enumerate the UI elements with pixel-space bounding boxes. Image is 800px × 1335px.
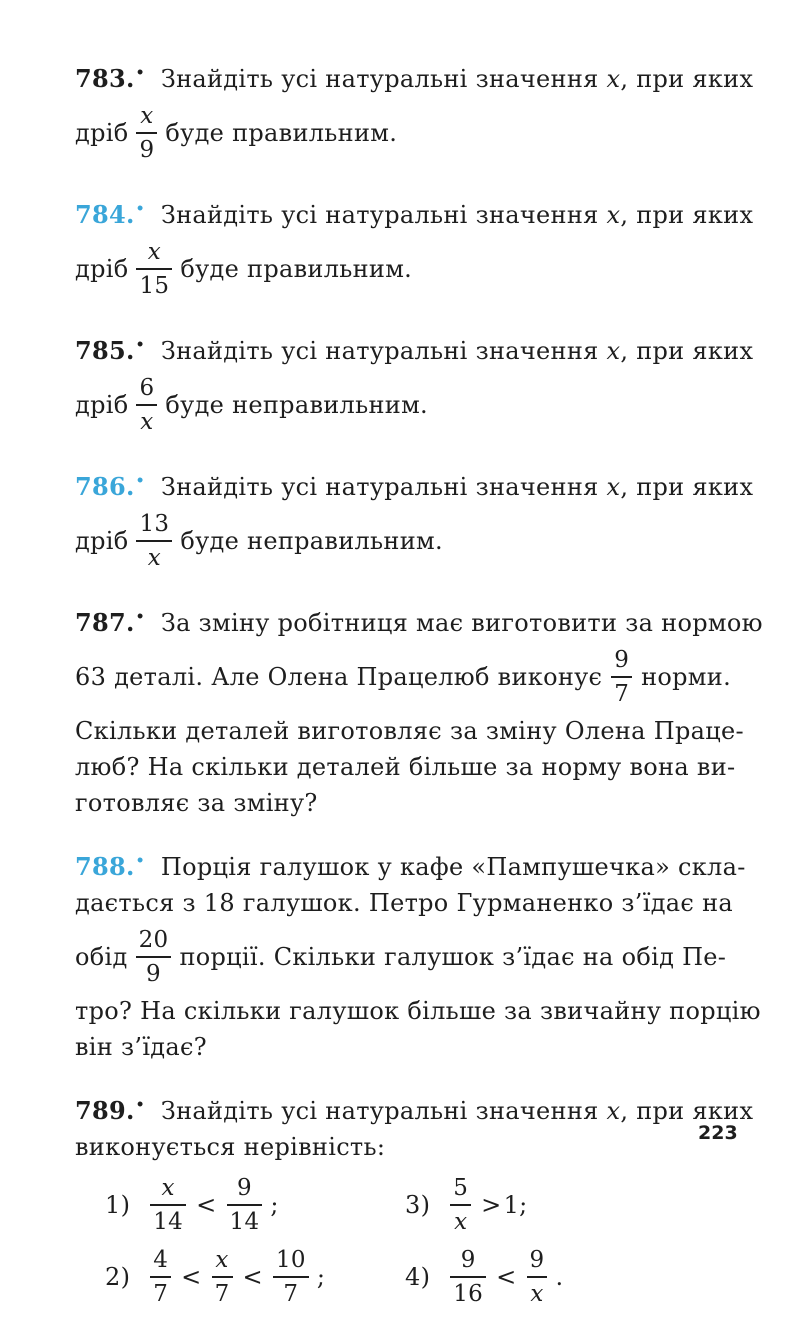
- fraction: [527, 1246, 548, 1307]
- problem-text: Знайдіть усі натуральні значення: [160, 337, 599, 365]
- fraction-numerator: 9: [460, 1247, 476, 1274]
- fraction-numerator: 4: [153, 1247, 169, 1274]
- inequality-list: [105, 1169, 731, 1313]
- fraction: [450, 1174, 471, 1235]
- fraction-bar: [136, 956, 172, 957]
- problem-786: [75, 463, 754, 577]
- problem-line: [75, 55, 754, 97]
- difficulty-dot: •: [135, 609, 145, 625]
- fraction-bar: [150, 1276, 171, 1277]
- problem-text: буде неправильним.: [165, 391, 428, 419]
- problem-text: Знайдіть усі натуральні значення: [160, 65, 599, 93]
- fraction-bar: [136, 132, 157, 133]
- problem-text: Знайдіть усі натуральні значення: [160, 1097, 599, 1125]
- problem-line: [75, 599, 763, 641]
- fraction-numerator: 20: [138, 927, 169, 954]
- problem-text: дріб: [75, 527, 129, 555]
- fraction: [136, 102, 157, 163]
- problem-line: [75, 749, 736, 785]
- problem-787: [75, 599, 763, 821]
- fraction-bar: [227, 1204, 263, 1205]
- fraction: [450, 1246, 486, 1307]
- problem-text: дріб: [75, 119, 129, 147]
- inequality-label: 1): [105, 1191, 131, 1219]
- variable-x: x: [606, 337, 621, 365]
- fraction-denominator: x: [454, 1208, 468, 1235]
- rhs-value: 1: [503, 1191, 520, 1219]
- problem-text: Порція галушок у кафе «Пампушечка» скла-: [160, 853, 746, 881]
- fraction-bar: [611, 676, 632, 677]
- problem-line: [75, 505, 731, 577]
- problem-number: 788.: [75, 852, 135, 881]
- fraction-numerator: 10: [275, 1247, 306, 1274]
- problem-line: [75, 713, 744, 749]
- problem-line: [75, 1087, 754, 1129]
- problem-text: Знайдіть усі натуральні значення: [160, 473, 599, 501]
- variable-x: x: [606, 201, 621, 229]
- fraction-bar: [450, 1276, 486, 1277]
- fraction: [136, 374, 157, 435]
- fraction-denominator: 9: [146, 960, 161, 987]
- variable-x: x: [606, 1097, 621, 1125]
- problem-text: буде неправильним.: [180, 527, 443, 555]
- fraction: [227, 1174, 263, 1235]
- fraction-denominator: 14: [153, 1208, 184, 1235]
- problem-text: , при яких: [620, 65, 754, 93]
- fraction-denominator: 7: [283, 1280, 299, 1307]
- inequality-2: [105, 1241, 405, 1313]
- problem-line: [75, 233, 731, 305]
- problem-text: обід: [75, 943, 128, 971]
- problem-text: виконується нерівність:: [75, 1133, 386, 1161]
- fraction-bar: [136, 268, 172, 269]
- fraction-numerator: 13: [139, 511, 170, 538]
- problem-text: Скільки деталей виготовляє за зміну Олена Праце-: [75, 717, 744, 745]
- problem-line: [75, 921, 731, 993]
- inequality-label: 3): [405, 1191, 431, 1219]
- problem-text: буде правильним.: [180, 255, 413, 283]
- comparison-sign: <: [242, 1263, 263, 1291]
- fraction: [150, 1246, 171, 1307]
- problem-line: [75, 843, 746, 885]
- problem-line: [75, 993, 761, 1029]
- problem-line: [75, 327, 754, 369]
- problem-line: [75, 463, 754, 505]
- punctuation: ;: [270, 1191, 279, 1219]
- problem-line: [75, 885, 731, 921]
- problem-text: За зміну робітниця має виготовити за нормою: [160, 609, 763, 637]
- problem-text: , при яких: [620, 201, 754, 229]
- fraction-numerator: 6: [139, 375, 155, 402]
- problem-line: [75, 785, 731, 821]
- difficulty-dot: •: [135, 1097, 145, 1113]
- fraction-denominator: 9: [139, 136, 155, 163]
- problem-text: дається з 18 галушок. Петро Гурманенко з’їдає на: [75, 889, 733, 917]
- difficulty-dot: •: [135, 65, 145, 81]
- fraction-bar: [150, 1204, 186, 1205]
- fraction-denominator: 7: [214, 1280, 230, 1307]
- comparison-sign: <: [496, 1263, 517, 1291]
- inequality-3: [405, 1169, 705, 1241]
- fraction-denominator: 16: [453, 1280, 484, 1307]
- problem-line: [75, 641, 731, 713]
- fraction-numerator: x: [140, 103, 154, 130]
- page-number: 223: [698, 1122, 738, 1144]
- problem-number: 783.: [75, 64, 135, 93]
- problem-text: 63 деталі. Але Олена Працелюб виконує: [75, 663, 603, 691]
- fraction-denominator: 15: [139, 272, 170, 299]
- problem-line: [75, 369, 731, 441]
- fraction-numerator: 5: [453, 1175, 469, 1202]
- problem-text: , при яких: [620, 473, 754, 501]
- fraction-denominator: 7: [614, 680, 630, 707]
- problem-number: 784.: [75, 200, 135, 229]
- fraction-denominator: 7: [153, 1280, 169, 1307]
- problem-number: 786.: [75, 472, 135, 501]
- inequality-1: [105, 1169, 405, 1241]
- fraction-numerator: 9: [529, 1247, 545, 1274]
- problem-text: він з’їдає?: [75, 1033, 207, 1061]
- problem-text: Знайдіть усі натуральні значення: [160, 201, 599, 229]
- fraction: [136, 926, 172, 987]
- problem-text: , при яких: [620, 337, 754, 365]
- problem-784: [75, 191, 754, 305]
- fraction-denominator: x: [530, 1280, 544, 1307]
- problem-text: дріб: [75, 391, 129, 419]
- fraction-numerator: x: [161, 1175, 175, 1202]
- comparison-sign: >: [481, 1191, 502, 1219]
- fraction-bar: [136, 540, 172, 541]
- fraction-denominator: x: [140, 408, 154, 435]
- fraction: [273, 1246, 309, 1307]
- fraction-bar: [527, 1276, 548, 1277]
- problem-text: тро? На скільки галушок більше за звичайну порцію: [75, 997, 761, 1025]
- difficulty-dot: •: [135, 853, 145, 869]
- fraction: [611, 646, 632, 707]
- problem-text: люб? На скільки деталей більше за норму вона ви-: [75, 753, 736, 781]
- problem-text: порції. Скільки галушок з’їдає на обід Пе-: [179, 943, 727, 971]
- problem-text: дріб: [75, 255, 129, 283]
- fraction-bar: [136, 404, 157, 405]
- fraction-numerator: x: [215, 1247, 229, 1274]
- difficulty-dot: •: [135, 201, 145, 217]
- problem-number: 789.: [75, 1096, 135, 1125]
- variable-x: x: [606, 65, 621, 93]
- problem-text: , при яких: [620, 1097, 754, 1125]
- fraction: [136, 510, 172, 571]
- problem-text: норми.: [641, 663, 731, 691]
- fraction-bar: [450, 1204, 471, 1205]
- difficulty-dot: •: [135, 473, 145, 489]
- comparison-sign: <: [181, 1263, 202, 1291]
- problem-text: готовляє за зміну?: [75, 789, 318, 817]
- inequality-4: [405, 1241, 705, 1313]
- problem-783: [75, 55, 754, 169]
- fraction: [212, 1246, 233, 1307]
- variable-x: x: [606, 473, 621, 501]
- problem-line: [75, 1029, 731, 1065]
- fraction-numerator: x: [147, 239, 162, 266]
- problem-number: 785.: [75, 336, 135, 365]
- comparison-sign: <: [196, 1191, 217, 1219]
- problem-text: буде правильним.: [165, 119, 398, 147]
- fraction-denominator: x: [147, 544, 162, 571]
- problem-number: 787.: [75, 608, 135, 637]
- problem-line: [75, 97, 731, 169]
- inequality-label: 2): [105, 1263, 131, 1291]
- fraction-bar: [273, 1276, 309, 1277]
- fraction: [136, 238, 172, 299]
- textbook-page: [75, 55, 763, 1335]
- problem-788: [75, 843, 761, 1065]
- fraction-denominator: 14: [229, 1208, 260, 1235]
- inequality-label: 4): [405, 1263, 431, 1291]
- problem-line: [75, 1129, 731, 1165]
- problem-789: [75, 1087, 754, 1313]
- problem-line: [75, 191, 754, 233]
- fraction: [150, 1174, 186, 1235]
- fraction-numerator: 9: [237, 1175, 252, 1202]
- fraction-bar: [212, 1276, 233, 1277]
- difficulty-dot: •: [135, 337, 145, 353]
- punctuation: ;: [519, 1191, 528, 1219]
- punctuation: .: [555, 1263, 564, 1291]
- fraction-numerator: 9: [614, 647, 630, 674]
- problem-785: [75, 327, 754, 441]
- punctuation: ;: [316, 1263, 326, 1291]
